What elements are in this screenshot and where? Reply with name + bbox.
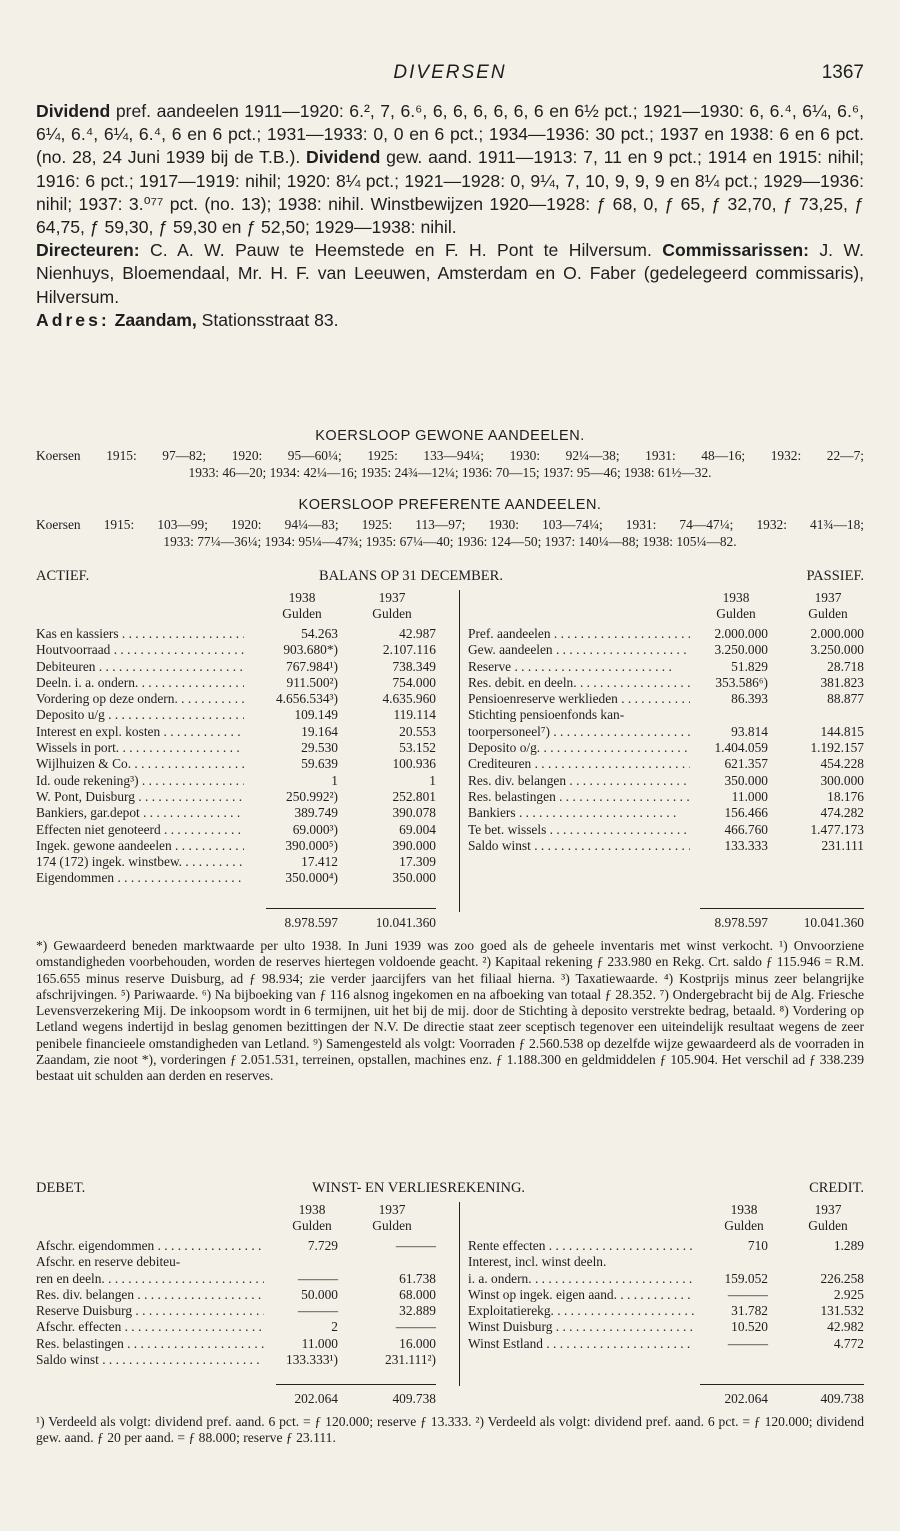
directeuren-label: Directeuren: xyxy=(36,240,140,261)
winst-credit-col-1937: 1937 Gulden xyxy=(808,1202,848,1234)
value-1938: 250.992²) xyxy=(286,788,338,804)
row-label: Res. belastingen . . . xyxy=(36,1336,264,1352)
value-1937: 226.258 xyxy=(820,1270,864,1286)
balans-actief-col-1937: 1937 Gulden xyxy=(372,590,412,622)
row-label: Gew. aandeelen . . . xyxy=(468,642,690,658)
directeuren-text: C. A. W. Pauw te Heemstede en F. H. Pont te Hilversum. xyxy=(139,240,663,261)
row-label: Res. belastingen . . . xyxy=(468,789,690,805)
balans-actief-row xyxy=(36,870,440,886)
value-1938: 59.639 xyxy=(301,756,338,772)
row-label: Res. div. belangen . . . xyxy=(468,773,690,789)
value-1938: 1.404.059 xyxy=(714,740,768,756)
balans-passief-row xyxy=(468,773,864,789)
value-1937: 20.553 xyxy=(399,723,436,739)
company-description xyxy=(36,100,864,332)
row-label: Res. debit. en deeln. . . . xyxy=(468,675,690,691)
value-1937: 144.815 xyxy=(820,723,864,739)
value-1938: 1 xyxy=(331,772,338,788)
row-label: Pensioenreserve werklieden . . . xyxy=(468,691,690,707)
value-1938: 466.760 xyxy=(724,821,768,837)
row-label: ren en deeln. . . . xyxy=(36,1271,264,1287)
balans-actief-row xyxy=(36,675,440,691)
balans-passief-row xyxy=(468,740,864,756)
balans-divider xyxy=(459,590,460,912)
value-1938: 2 xyxy=(331,1319,338,1335)
winst-heading xyxy=(36,1180,864,1198)
value-1938: ——— xyxy=(297,1270,338,1286)
value-1937: ——— xyxy=(395,1238,436,1253)
value-1937: 252.801 xyxy=(392,788,436,804)
balans-actief-row xyxy=(36,838,440,854)
row-label: Winst Duisburg . . . xyxy=(468,1319,694,1335)
balans-actief-row xyxy=(36,789,440,805)
balans-actief-row xyxy=(36,822,440,838)
value-1937: 100.936 xyxy=(392,756,436,772)
page-header xyxy=(36,62,864,86)
value-1938: 10.520 xyxy=(731,1319,768,1335)
running-title: DIVERSEN xyxy=(393,62,507,83)
winst-credit-row xyxy=(468,1287,864,1303)
page-number: 1367 xyxy=(821,62,864,83)
balans-actief-row xyxy=(36,805,440,821)
balans-passief-total: 8.978.597 10.041.360 xyxy=(714,915,864,930)
value-1938: 54.263 xyxy=(301,626,338,641)
commissarissen-label: Commissarissen: xyxy=(662,240,809,261)
winst-divider xyxy=(459,1202,460,1386)
value-1938: ——— xyxy=(727,1286,768,1302)
adres-city: Zaandam, xyxy=(114,309,197,330)
row-label: Exploitatierekg. . . . xyxy=(468,1303,694,1319)
row-label: Interest en expl. kosten . . . xyxy=(36,724,244,740)
value-1938: 621.357 xyxy=(724,756,768,772)
value-1938: 17.412 xyxy=(301,854,338,870)
row-label: 174 (172) ingek. winstbew. . . . xyxy=(36,854,244,870)
balans-passief-row xyxy=(468,659,864,675)
winst-debet-row xyxy=(36,1319,440,1335)
row-label: Afschr. en reserve debiteu- xyxy=(36,1254,181,1270)
value-1937: 390.000 xyxy=(392,837,436,853)
balans-actief-row xyxy=(36,642,440,658)
balans-actief-total: 8.978.597 10.041.360 xyxy=(284,915,436,930)
dividend-gew-label: Dividend xyxy=(306,147,381,168)
value-1938: 903.680*) xyxy=(283,642,338,658)
row-label: Ingek. gewone aandeelen . . . xyxy=(36,838,244,854)
balans-passief-row xyxy=(468,805,864,821)
value-1938: 19.164 xyxy=(301,723,338,739)
value-1937: 2.000.000 xyxy=(810,626,864,641)
value-1937: 1.477.173 xyxy=(810,821,864,837)
winst-credit-row xyxy=(468,1319,864,1335)
winst-debet-col-1937: 1937 Gulden xyxy=(372,1202,412,1234)
value-1938: ——— xyxy=(297,1303,338,1319)
row-label: Wijlhuizen & Co. . . . xyxy=(36,756,244,772)
value-1937: 3.250.000 xyxy=(810,642,864,658)
value-1938: 911.500²) xyxy=(286,674,338,690)
koersloop-preferente-line-2: 1933: 77¼—36¼; 1934: 95¼—47¾; 1935: 67¼—40; 1936: 124—50; 1937: 140¼—88; 1938: 105¼—82. xyxy=(163,534,737,549)
row-label: Winst Estland . . . xyxy=(468,1336,694,1352)
dividend-pref-text: pref. aandeelen 1911—1920: 6.², 7, 6.⁶, 6, 6, 6, 6, 6, 6 en 6½ pct.; 1921—1930: 6, 6.⁴, 6¼, 6.⁶, 6¼, 6.⁴, 6¼, 6.⁴, 6 en 6 pct.; 1931—1933: 0, 0 en 6 pct.; 1934—1936: 30 pct.; 1937 en 1938: 6 en 6 pct. (no. 28, 24 Juni 1939 bij de T.B.). xyxy=(36,101,864,168)
row-label: Res. div. belangen . . . xyxy=(36,1287,264,1303)
row-label: Effecten niet genoteerd . . . xyxy=(36,822,244,838)
value-1937: 42.982 xyxy=(827,1319,864,1335)
balans-passief-row xyxy=(468,707,864,723)
row-label: Reserve . . . xyxy=(468,659,690,675)
winst-credit-row xyxy=(468,1254,864,1270)
value-1938: 7.729 xyxy=(307,1238,338,1253)
balans-passief-row xyxy=(468,675,864,691)
value-1937: 17.309 xyxy=(399,854,436,870)
row-label: Deposito o/g. . . . xyxy=(468,740,690,756)
winst-debet-total-rule xyxy=(276,1384,436,1385)
row-label: Eigendommen . . . xyxy=(36,870,244,886)
value-1938: 2.000.000 xyxy=(714,626,768,641)
value-1937: 4.635.960 xyxy=(382,691,436,707)
value-1938: ——— xyxy=(727,1335,768,1351)
winst-debet-col-1938: 1938 Gulden xyxy=(292,1202,332,1234)
value-1938: 93.814 xyxy=(731,723,768,739)
value-1937: 231.111 xyxy=(821,837,864,853)
row-label: Vordering op deze ondern. . . . xyxy=(36,691,244,707)
commissarissen-text: J. W. Nienhuys, Bloemendaal, Mr. H. F. van Leeuwen, Amsterdam en O. Faber (gedelegeerd commissaris), Hilversum. xyxy=(36,240,864,307)
value-1938: 767.984¹) xyxy=(286,658,338,674)
balans-passief-row xyxy=(468,838,864,854)
row-label: Deeln. i. a. ondern. . . . xyxy=(36,675,244,691)
winst-debet-row xyxy=(36,1287,440,1303)
value-1938: 51.829 xyxy=(731,658,768,674)
value-1938: 389.749 xyxy=(294,805,338,821)
adres-label: Adres: xyxy=(36,309,110,330)
koersloop-preferente-title: KOERSLOOP PREFERENTE AANDEELEN. xyxy=(298,497,602,513)
value-1938: 4.656.534³) xyxy=(275,691,338,707)
address-paragraph xyxy=(36,309,864,332)
winst-credit-total: 202.064 409.738 xyxy=(724,1391,864,1406)
winst-credit-col-1938: 1938 Gulden xyxy=(724,1202,764,1234)
debet-label: DEBET. xyxy=(36,1180,86,1196)
value-1937: 119.114 xyxy=(393,707,436,723)
adres-text: Stationsstraat 83. xyxy=(196,309,339,330)
value-1937: 88.877 xyxy=(827,691,864,707)
value-1937: 350.000 xyxy=(392,870,436,886)
value-1938: 353.586⁶) xyxy=(715,674,768,690)
dividend-pref-label: Dividend xyxy=(36,101,111,121)
winst-debet-total: 202.064 409.738 xyxy=(294,1391,436,1406)
balans-actief-row xyxy=(36,659,440,675)
row-label: Saldo winst . . . xyxy=(36,1352,264,1368)
balans-passief-row xyxy=(468,789,864,805)
balans-passief-row xyxy=(468,756,864,772)
winst-credit-row xyxy=(468,1336,864,1352)
balans-title: BALANS OP 31 DECEMBER. xyxy=(319,568,503,584)
value-1937: 18.176 xyxy=(827,788,864,804)
value-1937: 738.349 xyxy=(392,658,436,674)
row-label: Id. oude rekening³) . . . xyxy=(36,773,244,789)
value-1937: 474.282 xyxy=(820,805,864,821)
row-label: Interest, incl. winst deeln. xyxy=(468,1254,607,1270)
value-1937: 131.532 xyxy=(820,1303,864,1319)
value-1938: 86.393 xyxy=(731,691,768,707)
balans-passief-row xyxy=(468,626,864,642)
row-label: i. a. ondern. . . . xyxy=(468,1271,694,1287)
winst-debet-row xyxy=(36,1271,440,1287)
value-1937: 2.107.116 xyxy=(382,642,436,658)
row-label: toorpersoneel⁷) . . . xyxy=(468,724,690,740)
value-1938: 31.782 xyxy=(731,1303,768,1319)
row-label: W. Pont, Duisburg . . . xyxy=(36,789,244,805)
actief-label: ACTIEF. xyxy=(36,568,90,584)
value-1937: 754.000 xyxy=(392,674,436,690)
balans-actief-row xyxy=(36,773,440,789)
value-1938: 159.052 xyxy=(724,1270,768,1286)
value-1937: 1.192.157 xyxy=(810,740,864,756)
koersloop-gewone-title: KOERSLOOP GEWONE AANDEELEN. xyxy=(315,428,585,444)
value-1937: 1 xyxy=(429,772,436,788)
row-label: Deposito u/g . . . xyxy=(36,707,244,723)
passief-label: PASSIEF. xyxy=(806,568,864,584)
dividend-paragraph xyxy=(36,100,864,239)
winst-debet-row xyxy=(36,1254,440,1270)
balans-heading xyxy=(36,568,864,586)
winst-title: WINST- EN VERLIESREKENING. xyxy=(312,1180,526,1196)
balans-passief-table xyxy=(468,626,864,854)
value-1938: 50.000 xyxy=(301,1286,338,1302)
winst-debet-table xyxy=(36,1238,440,1368)
value-1937: 68.000 xyxy=(399,1286,436,1302)
winst-credit-total-rule xyxy=(700,1384,864,1385)
value-1937: 61.738 xyxy=(399,1270,436,1286)
row-label: Crediteuren . . . xyxy=(468,756,690,772)
value-1937: 381.823 xyxy=(820,674,864,690)
value-1938: 11.000 xyxy=(731,788,768,804)
value-1937: 4.772 xyxy=(833,1335,864,1351)
row-label: Wissels in port. . . . xyxy=(36,740,244,756)
winst-credit-row xyxy=(468,1238,864,1254)
value-1938: 350.000 xyxy=(724,772,768,788)
winst-debet-row xyxy=(36,1352,440,1368)
balans-passief-row xyxy=(468,691,864,707)
row-label: Reserve Duisburg . . . xyxy=(36,1303,264,1319)
value-1938: 29.530 xyxy=(301,740,338,756)
value-1937: 16.000 xyxy=(399,1335,436,1351)
value-1937: 231.111²) xyxy=(385,1352,436,1368)
balans-passief-col-1938: 1938 Gulden xyxy=(716,590,756,622)
balans-actief-col-1938: 1938 Gulden xyxy=(282,590,322,622)
row-label: Bankiers . . . xyxy=(468,805,690,821)
value-1937: 42.987 xyxy=(399,626,436,641)
value-1938: 350.000⁴) xyxy=(285,870,338,886)
winst-debet-row xyxy=(36,1336,440,1352)
row-label: Winst op ingek. eigen aand. . . . xyxy=(468,1287,694,1303)
balans-actief-row xyxy=(36,854,440,870)
row-label: Afschr. effecten . . . xyxy=(36,1319,264,1335)
dividend-gew-text: gew. aand. 1911—1913: 7, 11 en 9 pct.; 1914 en 1915: nihil; 1916: 6 pct.; 1917—1919: nihil; 1920: 8¼ pct.; 1921—1928: 0, 9¼, 7, 10, 9, 9, 9 en 8¼ pct.; 1929—1936: nihil; 1937: 3.⁰⁷⁷ pct. (no. 13); 1938: nihil. Winstbewijzen 1920—1928: ƒ 68, 0, ƒ 65, ƒ 32,70, ƒ 73,25, ƒ 64,75, ƒ 59,30, ƒ 59,30 en ƒ 52,50; 1929—1938: nihil. xyxy=(36,147,864,238)
balans-actief-table xyxy=(36,626,440,887)
value-1938: 69.000³) xyxy=(292,821,338,837)
value-1937: 28.718 xyxy=(827,658,864,674)
balans-footnotes: *) Gewaardeerd beneden marktwaarde per ulto 1938. In Juni 1939 was zoo goed als de geheele inventaris met winst verkocht. ¹) Onvoorziene omstandigheden voorbehouden, worden de reserves hiertegen voldoende geacht. ²) Kapitaal rekening ƒ 233.980 en Rekg. Crt. saldo ƒ 115.946 = R.M. 165.655 minus reserve Duisburg, ad ƒ 98.934; zie verder jaarcijfers van het filiaal hierna. ³) Taxatiewaarde. ⁴) Kostprijs minus zeer belangrijke afschrijvingen. ⁵) Pariwaarde. ⁶) Na bijboeking van ƒ 116 alsnog ingekomen en na afboeking van totaal ƒ 28.352. ⁷) Ondergebracht bij de Alg. Friesche Levensverzekering Mij. De inkoopsom wordt in 6 termijnen, uit het bij de mij. door de Stichting à deposito verstrekte bedrag, betaald. ⁸) Vordering op Letland wegens indertijd in beslag genomen bezittingen der N.V. De directie staat zeer sceptisch tegenover een uiteindelijk resultaat wegens de zeer penibele financieele omstandigheden van Letland. ⁹) Samengesteld als volgt: Voorraden ƒ 2.560.538 op dezelfde wijze gewaardeerd als de voorraden in Zaandam, zie noot *), vorderingen ƒ 2.051.531, terreinen, opstallen, machines enz. ƒ 1.188.300 en geldmiddelen ƒ 105.904. Het verschil ad ƒ 338.239 bestaat uit schulden aan derden en reserves. xyxy=(36,938,864,1084)
koersloop-gewone-text xyxy=(36,447,864,481)
koersloop-preferente-line-1: Koersen 1915: 103—99; 1920: 94¼—83; 1925: 113—97; 1930: 103—74¼; 1931: 74—47¼; 1932: 41¾—18; xyxy=(36,517,864,532)
value-1937: ——— xyxy=(395,1319,436,1335)
winst-footnotes: ¹) Verdeeld als volgt: dividend pref. aand. 6 pct. = ƒ 120.000; reserve ƒ 13.333. ²) Verdeeld als volgt: dividend pref. aand. 6 pct. = ƒ 120.000; dividend gew. aand. ƒ 20 per aand. = ƒ 88.000; reserve ƒ 23.111. xyxy=(36,1414,864,1446)
balans-passief-col-1937: 1937 Gulden xyxy=(808,590,848,622)
row-label: Rente effecten . . . xyxy=(468,1238,694,1254)
balans-actief-row xyxy=(36,691,440,707)
row-label: Houtvoorraad . . . xyxy=(36,642,244,658)
value-1937: 300.000 xyxy=(820,772,864,788)
value-1937: 1.289 xyxy=(833,1238,864,1253)
value-1938: 156.466 xyxy=(724,805,768,821)
balans-passief-total-rule xyxy=(700,908,864,909)
balans-passief-row xyxy=(468,642,864,658)
balans-actief-row xyxy=(36,626,440,642)
value-1937: 2.925 xyxy=(833,1286,864,1302)
value-1938: 133.333¹) xyxy=(286,1352,338,1368)
management-paragraph xyxy=(36,239,864,309)
value-1938: 710 xyxy=(747,1238,768,1253)
winst-credit-row xyxy=(468,1303,864,1319)
balans-passief-row xyxy=(468,822,864,838)
value-1937: 53.152 xyxy=(399,740,436,756)
value-1938: 133.333 xyxy=(724,837,768,853)
balans-actief-row xyxy=(36,740,440,756)
value-1938: 3.250.000 xyxy=(714,642,768,658)
winst-credit-row xyxy=(468,1271,864,1287)
value-1937: 390.078 xyxy=(392,805,436,821)
balans-actief-row xyxy=(36,756,440,772)
row-label: Te bet. wissels . . . xyxy=(468,822,690,838)
row-label: Kas en kassiers . . . xyxy=(36,626,244,642)
row-label: Pref. aandeelen . . . xyxy=(468,626,690,642)
balans-actief-row xyxy=(36,707,440,723)
balans-actief-total-rule xyxy=(266,908,436,909)
balans-passief-row xyxy=(468,724,864,740)
koersloop-preferente-text xyxy=(36,516,864,550)
balans-actief-row xyxy=(36,724,440,740)
credit-label: CREDIT. xyxy=(809,1180,864,1196)
koersloop-gewone-line-1: Koersen 1915: 97—82; 1920: 95—60¼; 1925: 133—94¼; 1930: 92¼—38; 1931: 48—16; 1932: 22—7; xyxy=(36,448,864,463)
winst-debet-row xyxy=(36,1303,440,1319)
value-1938: 109.149 xyxy=(294,707,338,723)
winst-debet-row xyxy=(36,1238,440,1254)
value-1937: 32.889 xyxy=(399,1303,436,1319)
winst-credit-table xyxy=(468,1238,864,1352)
row-label: Stichting pensioenfonds kan- xyxy=(468,707,625,723)
row-label: Debiteuren . . . xyxy=(36,659,244,675)
value-1938: 390.000⁵) xyxy=(285,837,338,853)
value-1937: 69.004 xyxy=(399,821,436,837)
value-1938: 11.000 xyxy=(301,1335,338,1351)
koersloop-gewone-line-2: 1933: 46—20; 1934: 42¼—16; 1935: 24¾—12¼; 1936: 70—15; 1937: 95—46; 1938: 61½—32. xyxy=(188,465,712,480)
row-label: Afschr. eigendommen . . . xyxy=(36,1238,264,1254)
row-label: Saldo winst . . . xyxy=(468,838,690,854)
row-label: Bankiers, gar.depot . . . xyxy=(36,805,244,821)
value-1937: 454.228 xyxy=(820,756,864,772)
